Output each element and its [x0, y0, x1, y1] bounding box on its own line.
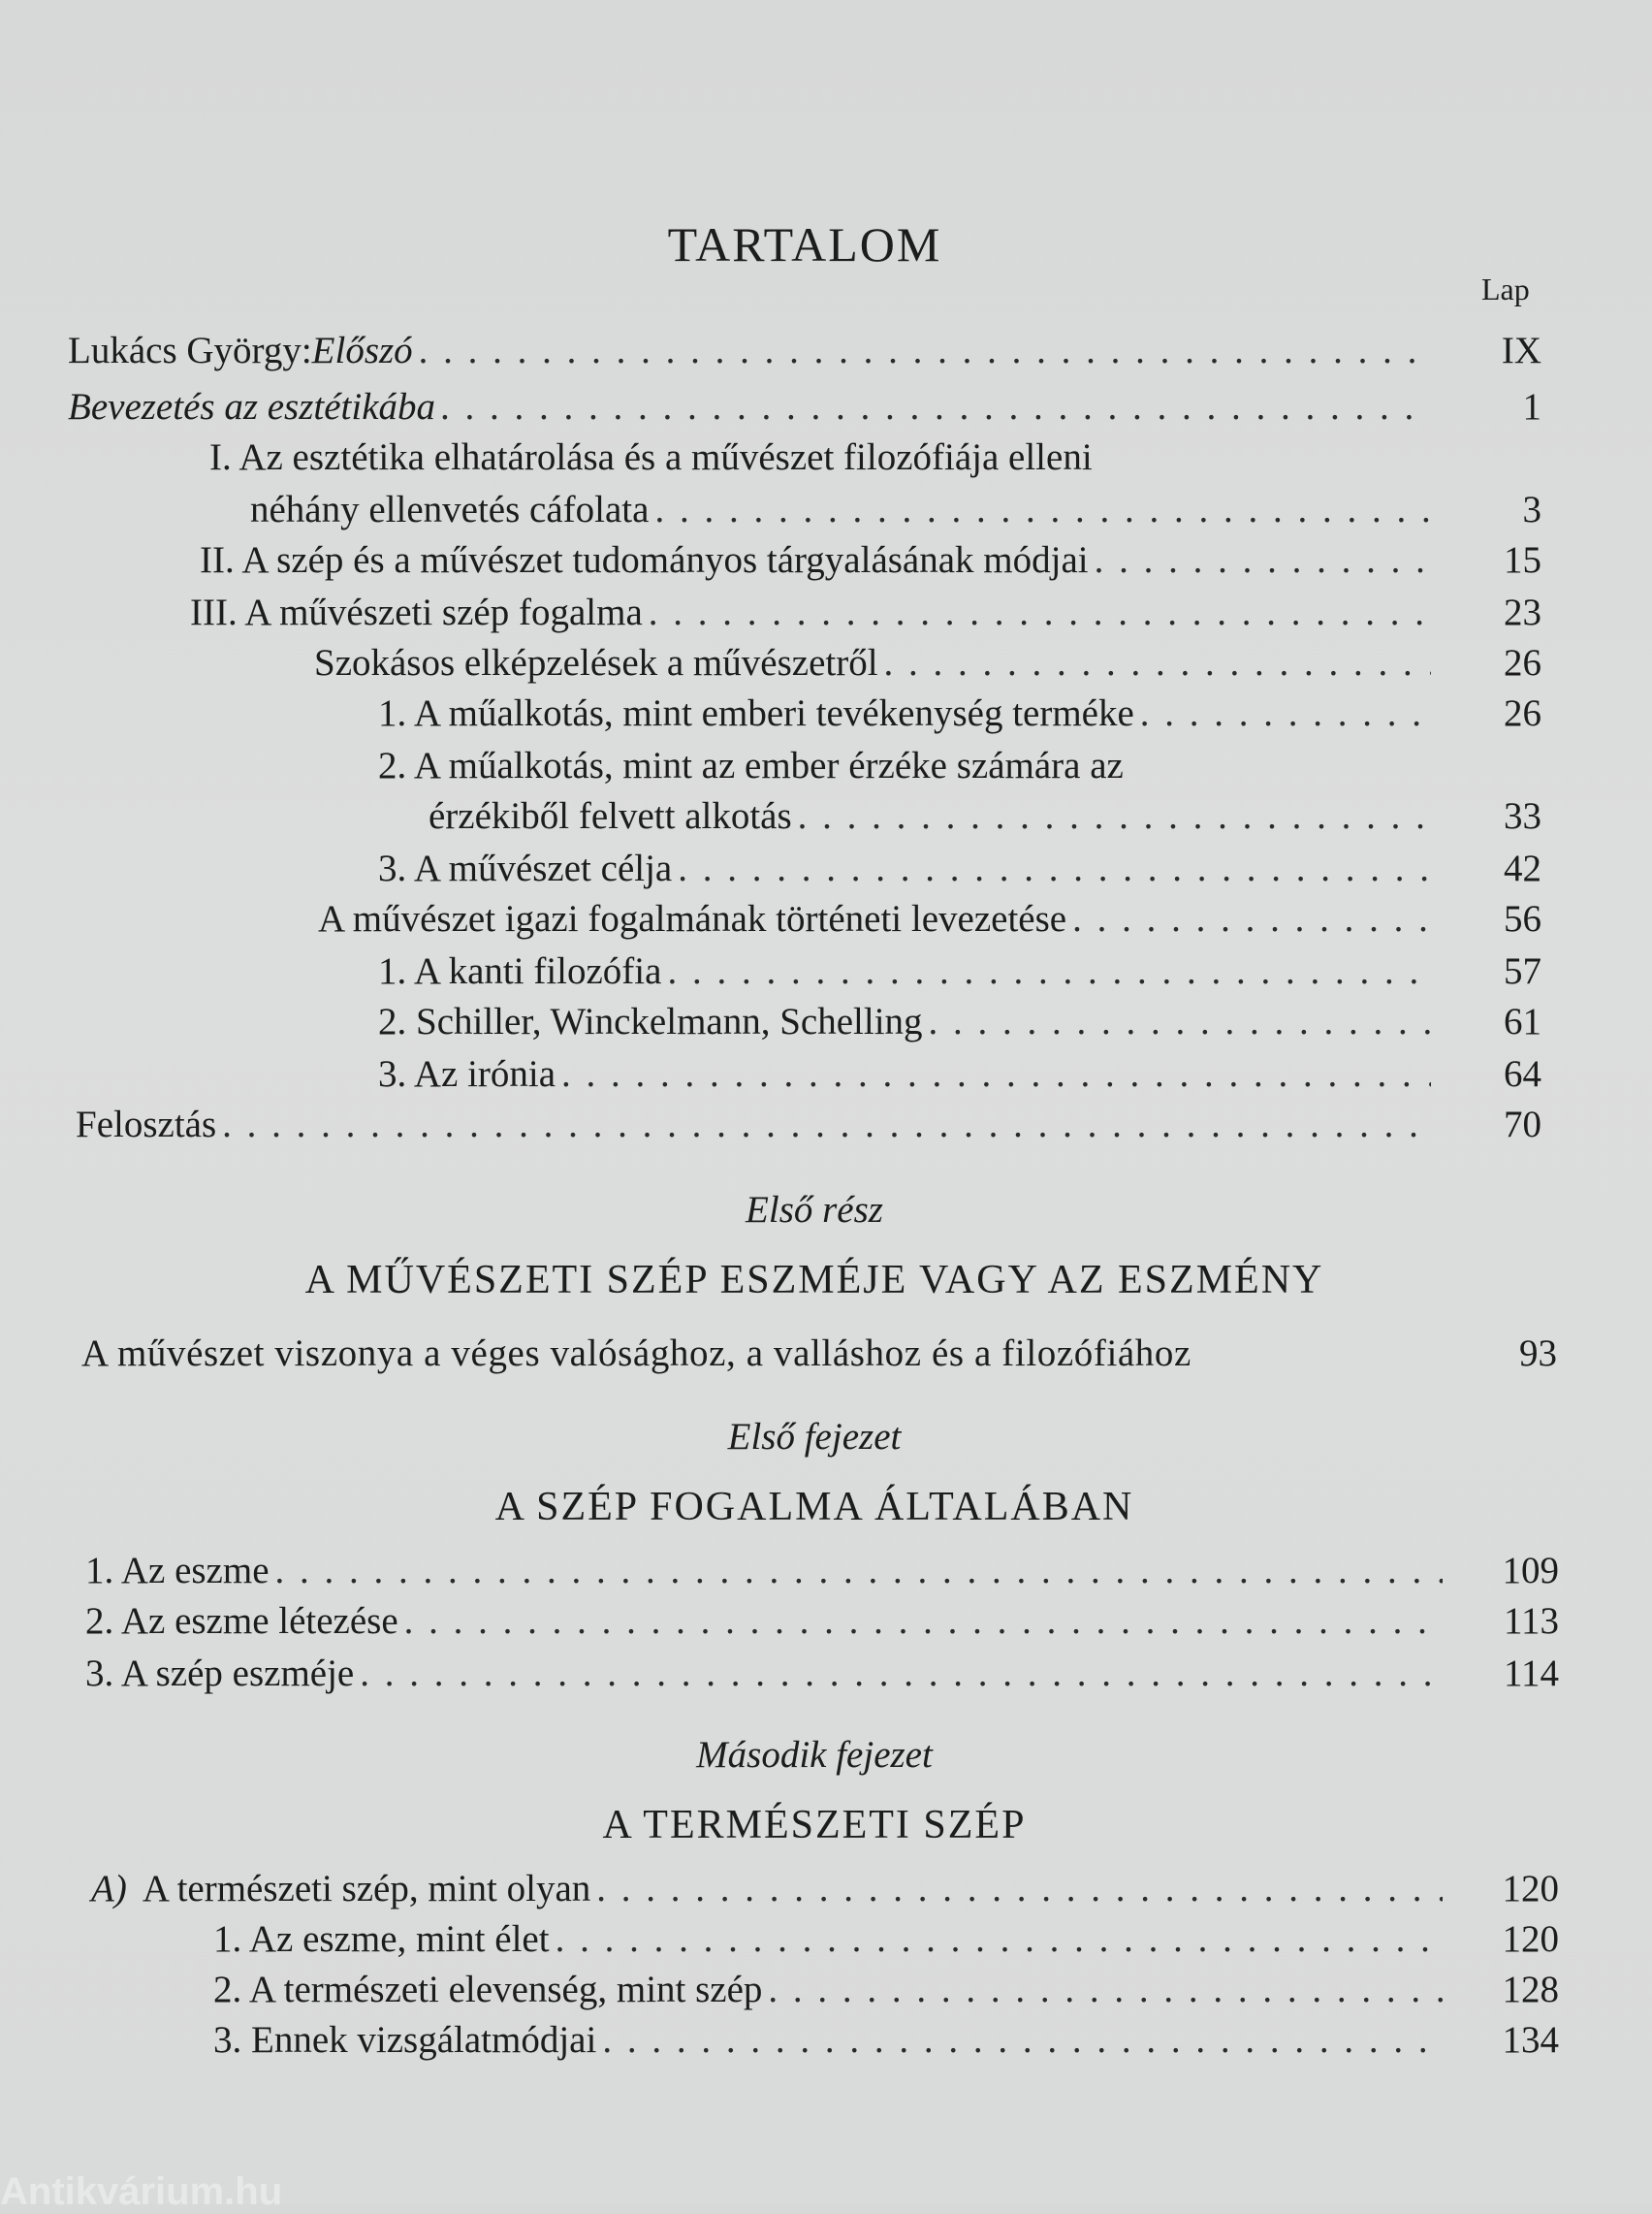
toc-entry-continuation [429, 791, 1437, 842]
toc-entry-label: 3. A művészet célja [378, 848, 673, 889]
toc-page-number: IX [1501, 330, 1541, 371]
toc-page-number: 93 [1519, 1332, 1557, 1374]
toc-page-number: 120 [1502, 1918, 1559, 1960]
dot-leader [1072, 894, 1431, 945]
dot-leader [1095, 535, 1431, 586]
toc-entry-label: 1. A kanti filozófia [378, 950, 662, 992]
toc-entry-continuation [250, 485, 1437, 535]
toc-entry [91, 1864, 1448, 1914]
dot-leader [1140, 689, 1431, 739]
page-column-header: Lap [1481, 272, 1530, 306]
toc-page-number: 3 [1522, 489, 1541, 530]
toc-entry-label: Előszó [311, 330, 413, 371]
toc-page-number: 120 [1502, 1868, 1559, 1909]
toc-entry [378, 689, 1437, 739]
toc-entry-label: 3. Ennek vizsgálatmódjai [213, 2019, 597, 2061]
dot-leader [884, 638, 1431, 689]
toc-entry-label: 3. Az irónia [378, 1053, 556, 1095]
dot-leader [419, 326, 1431, 376]
dot-leader [561, 1049, 1431, 1100]
toc-page-number: 128 [1502, 1969, 1559, 2010]
toc-entry [314, 638, 1437, 689]
chapter-title: A SZÉP FOGALMA ÁLTALÁBAN [494, 1485, 1134, 1529]
toc-entry-label: Bevezetés az esztétikába [68, 386, 436, 428]
toc-entry [378, 947, 1437, 997]
toc-entry-division [76, 1100, 1437, 1150]
toc-page-number: 134 [1502, 2019, 1559, 2061]
toc-page-number: 114 [1503, 1652, 1559, 1694]
toc-page-number: 56 [1504, 898, 1541, 940]
toc-entry-label: II. A szép és a művészet tudományos tárgyalásának módjai [200, 539, 1089, 581]
toc-entry [213, 1914, 1448, 1965]
toc-entry-label: 3. A szép eszméje [85, 1652, 355, 1694]
dot-leader [649, 588, 1431, 638]
chapter-label: Második fejezet [696, 1734, 933, 1776]
toc-entry-label-continued: néhány ellenvetés cáfolata [250, 489, 650, 530]
toc-entry-author: Lukács György: [68, 330, 312, 371]
dot-leader [441, 382, 1431, 433]
dot-leader [929, 997, 1431, 1047]
dot-leader [678, 844, 1431, 894]
toc-page-number: 33 [1504, 795, 1541, 837]
toc-entry-label: 2. Az eszme létezése [85, 1600, 398, 1642]
toc-page-number: 15 [1504, 539, 1541, 581]
toc-entry [85, 1649, 1448, 1699]
part-label: Első rész [746, 1189, 883, 1231]
dot-leader [275, 1546, 1443, 1596]
dot-leader [596, 1864, 1443, 1914]
toc-entry-label: 2. A természeti elevenség, mint szép [213, 1969, 763, 2010]
dot-leader [798, 791, 1431, 842]
toc-page-number: 70 [1504, 1104, 1541, 1145]
toc-entry-label: 2. Schiller, Winckelmann, Schelling [378, 1001, 923, 1043]
toc-entry [213, 2015, 1448, 2066]
toc-page-number: 26 [1504, 692, 1541, 734]
dot-leader [404, 1596, 1443, 1647]
toc-page-number: 42 [1504, 848, 1541, 889]
dot-leader [768, 1965, 1443, 2015]
toc-entry [378, 997, 1437, 1047]
toc-entry-marker: A) [91, 1868, 127, 1909]
dot-leader [556, 1914, 1443, 1965]
toc-entry-label: Felosztás [76, 1104, 217, 1145]
toc-entry [378, 844, 1437, 894]
dot-leader [654, 485, 1431, 535]
page-title: TARTALOM [667, 217, 942, 272]
toc-entry-label: 1. Az eszme, mint élet [213, 1918, 550, 1960]
toc-page-number: 64 [1504, 1053, 1541, 1095]
toc-entry-introduction [68, 382, 1437, 433]
toc-entry [378, 1049, 1437, 1100]
toc-page-number: 57 [1504, 950, 1541, 992]
toc-entry-label: Szokásos elképzelések a művészetről [314, 642, 878, 684]
part-title: A MŰVÉSZETI SZÉP ESZMÉJE VAGY AZ ESZMÉNY [304, 1258, 1324, 1302]
toc-page-number: 61 [1504, 1001, 1541, 1043]
toc-entry [85, 1596, 1448, 1647]
dot-leader [222, 1100, 1431, 1150]
toc-page-number: 23 [1504, 592, 1541, 633]
toc-entry-label: 1. A műalkotás, mint emberi tevékenység terméke [378, 692, 1134, 734]
toc-entry [85, 1546, 1448, 1596]
dot-leader [667, 947, 1431, 997]
toc-entry-label: 1. Az eszme [85, 1550, 270, 1591]
dot-leader [360, 1649, 1443, 1699]
toc-entry [318, 894, 1437, 945]
toc-page-number: 109 [1502, 1550, 1559, 1591]
toc-entry-label: A művészet igazi fogalmának történeti levezetése [318, 898, 1067, 940]
toc-entry-label: III. A művészeti szép fogalma [190, 592, 643, 633]
dot-leader [602, 2015, 1443, 2066]
toc-entry-label: 2. A műalkotás, mint az ember érzéke számára az [378, 745, 1124, 786]
toc-page-number: 26 [1504, 642, 1541, 684]
toc-entry-label: A természeti szép, mint olyan [142, 1868, 591, 1909]
toc-entry [213, 1965, 1448, 2015]
watermark: Antikvárium.hu [0, 2170, 283, 2213]
toc-page-number: 1 [1522, 386, 1541, 428]
toc-entry-label: A művészet viszonya a véges valósághoz, a valláshoz és a filozófiához [81, 1332, 1191, 1374]
toc-entry [190, 588, 1437, 638]
toc-page-number: 113 [1503, 1600, 1559, 1642]
toc-entry [200, 535, 1437, 586]
chapter-label: Első fejezet [727, 1416, 902, 1458]
toc-entry-label: I. Az esztétika elhatárolása és a művészet filozófiája elleni [209, 436, 1093, 478]
toc-entry-label-continued: érzékiből felvett alkotás [429, 795, 792, 837]
toc-entry-foreword [68, 326, 1437, 376]
chapter-title: A TERMÉSZETI SZÉP [602, 1803, 1027, 1847]
